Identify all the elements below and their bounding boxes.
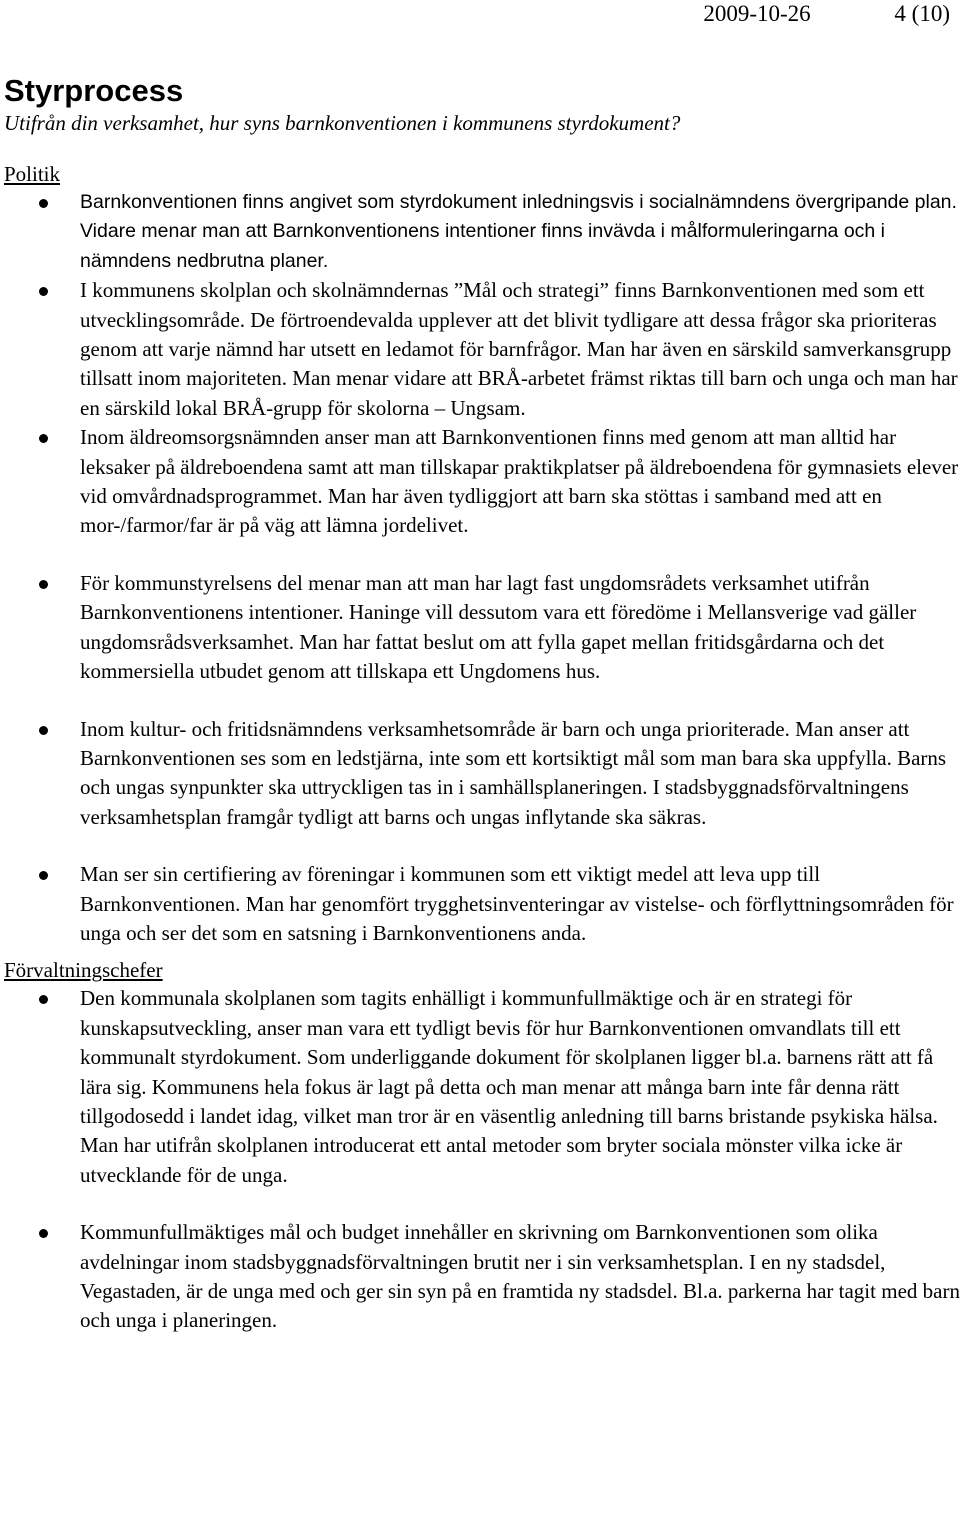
section-heading-politik: Politik (4, 162, 61, 186)
guiding-question: Utifrån din verksamhet, hur syns barnkonventionen i kommunens styrdokument? (4, 111, 681, 135)
document-date: 2009-10-26 (703, 1, 811, 26)
document-body (4, 72, 960, 1336)
document-title: Styrprocess (4, 73, 184, 108)
list-item (4, 715, 960, 833)
list-item (4, 276, 960, 423)
list-item-text: I kommunens skolplan och skolnämndernas ”Mål och strategi” finns Barnkonventionen med som ett utvecklingsområde. De förtroendevalda upplever att det blivit tydligare att dessa frågor ska prioriteras genom att varje nämnd har utsett en ledamot för barnfrågor. Man har även en särskild samverkansgrupp tillsatt inom majoriteten. Man menar vidare att BRÅ-arbetet främst riktas till barn och unga och man har en särskild lokal BRÅ-grupp för skolorna – Ungsam. (80, 278, 958, 420)
bullet-icon (39, 199, 48, 208)
list-item-text: Man ser sin certifiering av föreningar i kommunen som ett viktigt medel att leva upp till Barnkonventionen. Man har genomfört trygghetsinventeringar av vistelse- och förflyttningsområden för unga och ser det som en satsning i Barnkonventionens anda. (80, 862, 954, 945)
bullet-icon (39, 726, 48, 735)
list-item-text: För kommunstyrelsens del menar man att man har lagt fast ungdomsrådets verksamhet utifrån Barnkonventionens intentioner. Haninge vill dessutom vara ett föredöme i Mellansverige vad gäller ungdomsrådsverksamhet. Man har fattat beslut om att fylla gapet mellan fritidsgårdarna och det kommersiella utbudet genom att tillskapa ett Ungdomens hus. (80, 570, 917, 684)
section-forvaltningschefer (4, 956, 960, 1335)
page-header (703, 0, 950, 28)
page-number: 4 (10) (894, 1, 950, 26)
list-item (4, 1218, 960, 1336)
bullet-icon (39, 580, 48, 589)
list-item-text: Inom kultur- och fritidsnämndens verksamhetsområde är barn och unga prioriterade. Man anser att Barnkonventionen ses som en ledstjärna, inte som ett kortsiktigt mål som man bara ska uppfylla. Barns och ungas synpunkter ska uttryckligen tas in i samhällsplaneringen. I stadsbyggnadsförvaltningens verksamhetsplan framgår tydligt att barns och ungas inflytande ska säkras. (80, 716, 947, 829)
section-politik (4, 160, 960, 948)
section-heading-forvaltningschefer: Förvaltningschefer (4, 958, 163, 983)
list-item (4, 188, 960, 276)
list-item (4, 860, 960, 948)
bullet-icon (39, 871, 48, 880)
list-item (4, 569, 960, 687)
bullet-icon (39, 287, 48, 296)
list-item (4, 423, 960, 541)
list-item-text: Barnkonventionen finns angivet som styrdokument inledningsvis i socialnämndens övergripande plan. Vidare menar man att Barnkonventionens intentioner finns invävda i målformuleringarna och i nämndens nedbrutna planer. (80, 191, 957, 272)
list-item-text: Kommunfullmäktiges mål och budget innehåller en skrivning om Barnkonventionen som olika avdelningar inom stadsbyggnadsförvaltningen brutit ner i sin verksamhetsplan. I en ny stadsdel, Vegastaden, är de unga med och ger sin syn på en framtida ny stadsdel. Bl.a. parkerna har tagit med barn och unga i planeringen. (80, 1220, 960, 1333)
list-item-text: Inom äldreomsorgsnämnden anser man att Barnkonventionen finns med genom att man alltid har leksaker på äldreboendena samt att man tillskapar praktikplatser på äldreboendena för gymnasiets elever vid omvårdnadsprogrammet. Man har även tydliggjort att barn ska stöttas i samband med att en mor-/farmor/far är på väg att lämna jordelivet. (80, 425, 959, 538)
list-item (4, 984, 960, 1190)
bullet-list-forvaltningschefer (4, 984, 960, 1335)
bullet-icon (39, 995, 48, 1004)
bullet-icon (39, 1229, 48, 1238)
bullet-list-politik (4, 188, 960, 948)
list-item-text: Den kommunala skolplanen som tagits enhälligt i kommunfullmäktige och är en strategi för kunskapsutveckling, anser man vara ett tydligt bevis för hur Barnkonventionen omvandlats till ett kommunalt styrdokument. Som underliggande dokument för skolplanen ligger bl.a. barnens rätt att få lära sig. Kommunens hela fokus är lagt på detta och man menar att många barn inte får denna rätt tillgodosedd i landet idag, vilket man tror är en väsentlig anledning till barns bristande psykiska hälsa. Man har utifrån skolplanen introducerat ett antal metoder som bryter sociala mönster vilka icke är utvecklande för de unga. (80, 986, 938, 1187)
bullet-icon (39, 434, 48, 443)
